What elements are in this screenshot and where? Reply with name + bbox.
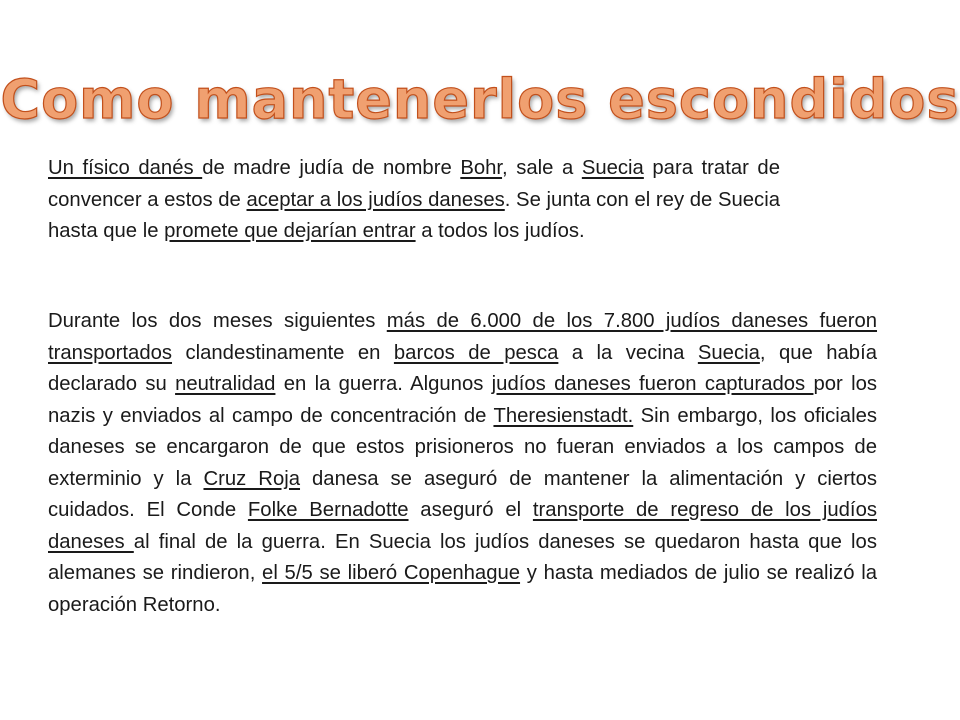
text-run: aseguró el bbox=[408, 499, 533, 521]
paragraph-rescue bbox=[48, 306, 877, 621]
text-run: clandestinamente en bbox=[172, 341, 394, 364]
underlined-phrase: más de 6.000 de los 7.800 judíos daneses fueron transportados bbox=[48, 310, 878, 364]
underlined-phrase: Suecia bbox=[697, 341, 760, 364]
underlined-phrase: Cruz Roja bbox=[203, 467, 301, 490]
text-run: a todos los judíos. bbox=[415, 220, 585, 242]
text-run: Durante los dos meses siguientes bbox=[48, 310, 387, 332]
text-run: danesa se aseguró de mantener la alimentación y ciertos cuidados. El Conde bbox=[48, 467, 877, 521]
text-run: a la vecina bbox=[558, 341, 698, 364]
text-run: , que había declarado su bbox=[48, 341, 878, 395]
text-run: en la guerra. Algunos bbox=[275, 373, 492, 395]
underlined-phrase: transporte de regreso de los judíos daneses bbox=[48, 499, 877, 553]
underlined-phrase: el 5/5 se liberó Copenhague bbox=[262, 562, 521, 584]
underlined-phrase: Un físico danés bbox=[48, 157, 203, 179]
underlined-phrase: barcos de pesca bbox=[393, 341, 559, 364]
underlined-phrase: aceptar a los judíos daneses bbox=[246, 188, 505, 211]
text-run: para tratar de convencer a estos de bbox=[48, 157, 780, 211]
text-run: de madre judía de nombre bbox=[202, 157, 461, 179]
underlined-phrase: neutralidad bbox=[175, 373, 276, 395]
text-run: . Se junta con el rey de Suecia hasta que le bbox=[48, 188, 780, 242]
underlined-phrase: Folke Bernadotte bbox=[247, 499, 409, 521]
text-run: al final de la guerra. En Suecia los judíos daneses se quedaron hasta que los alemanes se rindieron, bbox=[48, 530, 877, 584]
paragraph-bohr bbox=[48, 153, 780, 248]
text-run: y hasta mediados de julio se realizó la operación Retorno. bbox=[48, 562, 877, 616]
text-run: , sale a bbox=[502, 157, 582, 179]
underlined-phrase: Theresienstadt. bbox=[493, 404, 634, 427]
underlined-phrase: Bohr bbox=[460, 157, 503, 179]
underlined-phrase: promete que dejarían entrar bbox=[164, 220, 416, 242]
underlined-phrase: Suecia bbox=[581, 157, 644, 179]
text-run: Sin embargo, los oficiales daneses se encargaron de que estos prisioneros no fueran enviados a los campos de exterminio y la bbox=[48, 404, 877, 490]
underlined-phrase: judíos daneses fueron capturados bbox=[491, 373, 814, 395]
slide-title: Como mantenerlos escondidos bbox=[0, 68, 960, 132]
text-run: por los nazis y enviados al campo de concentración de bbox=[48, 373, 877, 427]
